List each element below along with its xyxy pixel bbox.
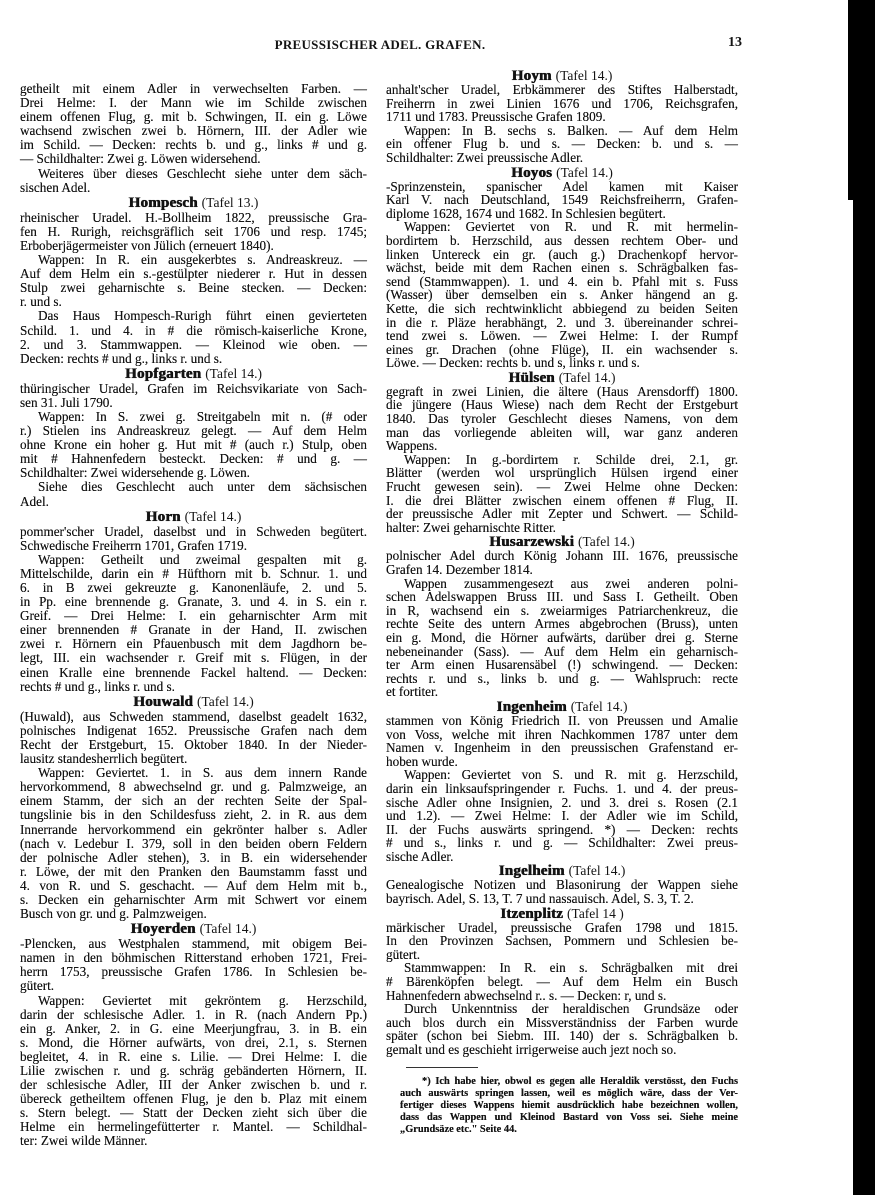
text-line: pommer'scher Uradel, daselbst und in Schweden begütert. (20, 523, 367, 539)
entry-heading (386, 906, 738, 921)
text-line: tungslinie bis in den Schildesfuss zieht, 2. in R. aus dem (20, 807, 367, 823)
paragraph (20, 480, 367, 508)
left-column (20, 82, 367, 1149)
text-line: # Bärenköpfen belegt. — Auf dem Helm ein Busch (386, 974, 738, 990)
text-line: in die r. Pläze herabhängt, 2. und 3. übereinander schrei- (386, 314, 738, 330)
family-name: Hoyerden (130, 921, 196, 938)
text-line: Innerrande hervorkommend ein gekrönter halber s. Adler (20, 821, 367, 837)
scan-border (853, 198, 875, 1195)
family-name: Hopfgarten (125, 365, 202, 382)
right-column (386, 68, 738, 1057)
text-line: Auf dem Helm ein s.-gestülpter niederer r. Hut in dessen (20, 266, 367, 282)
text-line: ein g. Mond, die Hörner aufwärts, darüber drei g. Sterne (386, 629, 738, 645)
text-line: nebeneinander (Sass). — Auf dem Helm ein geharnisch- (386, 643, 738, 659)
text-line: und 1.2). — Zwei Helme: I. der Adler wie im Schild, (386, 808, 738, 824)
text-line: später (schon bei Siebm. III. 140) der s. Schrägbalken b. (386, 1028, 738, 1044)
text-line: s. Mond, die Hörner aufwärts, von drei, 2.1, s. Sternen (20, 1034, 367, 1050)
text-line: Kette, die sich rechtwinklicht abbiegend zu beiden Seiten (386, 300, 738, 316)
text-line: (Wasser) über demselben ein s. Anker hängend an g. (386, 287, 738, 303)
text-line: Wappen: Geviertet. 1. in S. aus dem innern Rande (38, 765, 367, 781)
text-line: in Pp. eine brennende g. Granate, 3. und 4. in S. ein r. (20, 594, 367, 610)
text-line: (nach v. Ledebur I. 379, soll in den beiden obern Feldern (20, 835, 367, 851)
text-line: Wappen: Getheilt und zweimal gespalten mit g. (38, 551, 367, 567)
entry (386, 863, 738, 905)
plate-reference: (Tafel 14.) (196, 693, 254, 709)
text-line: Wappen: Geviertet von S. und R. mit g. Herzschild, (404, 767, 738, 783)
plate-reference: (Tafel 14.) (555, 68, 613, 83)
text-line: Stulp zwei geharnischte s. Beine stecken. — Decken: (20, 280, 367, 296)
text-line: send (Stammwappen). 1. und 4. ein b. Pfahl mit s. Fuss (386, 273, 738, 289)
text-line: r. Löwe, der mit den Pranken den Baumstamm fasst und (20, 863, 367, 879)
text-line: Greif. — Drei Helme: I. ein geharnischter Arm mit (20, 608, 367, 624)
paragraph (386, 83, 738, 124)
family-name: Husarzewski (489, 534, 574, 551)
text-line: Frucht gewesen sein). — Zwei Helme ohne Decken: (386, 479, 738, 495)
paragraph (20, 994, 367, 1149)
entry (386, 699, 738, 864)
page-number: 13 (728, 35, 742, 50)
paragraph (386, 921, 738, 962)
text-line: einen Kralle eine brennende Fackel haltend. — Decken: (20, 664, 367, 680)
paragraph (20, 82, 367, 167)
paragraph (386, 714, 738, 768)
text-line: Wappen: In R. ein ausgekerbtes s. Andreaskreuz. — (38, 252, 367, 268)
text-line: Wappen: In S. zwei g. Streitgabeln mit n. (# oder (38, 408, 367, 424)
entry (20, 195, 367, 366)
text-line: -Plencken, aus Westphalen stammend, mit obigem Bei- (20, 936, 367, 952)
text-line: thüringischer Uradel, Grafen im Reichsvikariate von Sach- (20, 380, 367, 396)
plate-reference: (Tafel 14.) (577, 534, 635, 550)
paragraph (386, 180, 738, 221)
text-line: In den Provinzen Sachsen, Pommern und Schlesien be- (386, 933, 738, 949)
entry-heading (20, 366, 367, 382)
paragraph (386, 549, 738, 576)
paragraph (20, 553, 367, 694)
text-line: 1840. Das tyroler Geschlecht dieses Namens, von dem (386, 411, 738, 427)
text-line: Hahnenfedern abwechselnd r.. s. — Decken: r, und s. (386, 987, 667, 1003)
plate-reference: (Tafel 14.) (184, 508, 242, 524)
text-line: Löwe. — Decken: rechts b. und s, links r. und s. (386, 355, 640, 371)
footnote (400, 1076, 738, 1136)
text-line: rechte Seite des untern Armes abgebrochen (Bruss), unten (386, 616, 738, 632)
text-line: Stammwappen: In R. ein s. Schrägbalken mit drei (404, 960, 738, 976)
text-line: gegraft in zwei Linien, die ältere (Haus Arensdorff) 1800. (386, 383, 738, 399)
family-name: Ingenheim (496, 698, 567, 715)
plate-reference: (Tafel 14.) (570, 698, 628, 714)
text-line: Wappen: In g.-bordirtem r. Schilde drei, 2.1, gr. (404, 451, 738, 467)
entry-heading (386, 370, 738, 385)
entry (20, 366, 367, 509)
text-line: der schlesische Adler, III der Anker zwischen b. und r. (20, 1077, 367, 1093)
text-line: einer brennenden # Granate in der Hand, II. zwischen (20, 622, 367, 638)
text-line: rheinischer Uradel. H.-Bollheim 1822, preussische Gra- (20, 209, 367, 225)
text-line: Genealogische Notizen und Blasonirung der Wappen siehe (386, 877, 738, 893)
text-line: ter: Zwei wilde Männer. (20, 1133, 148, 1149)
text-line: lausitz standesherrlich begütert. (20, 751, 188, 767)
paragraph (20, 309, 367, 365)
text-line: tend zwei s. Löwen. — Zwei Helme: I. der Rumpf (386, 328, 738, 344)
text-line: Das Haus Hompesch-Rurigh führt einen gevierteten (38, 308, 367, 324)
text-line: Schildhalter: Zwei widersehende g. Löwen. (20, 465, 250, 481)
text-line: herrn 1753, preussische Grafen 1786. In Schlesien be- (20, 964, 367, 980)
plate-reference: (Tafel 13.) (201, 194, 259, 210)
family-name: Hoym (511, 68, 552, 84)
paragraph (386, 220, 738, 370)
text-line: Weiteres über dieses Geschlecht siehe unter dem säch- (38, 165, 367, 181)
text-line: Wappen zusammengesezt aus zwei anderen polni- (404, 575, 738, 591)
text-line: Durch Unkenntniss der heraldischen Grundsäze oder (404, 1001, 738, 1017)
text-line: et fortiter. (386, 684, 438, 700)
text-line: Recht der Erstgeburt, 15. Oktober 1840. In der Nieder- (20, 736, 367, 752)
plate-reference: (Tafel 14.) (556, 164, 613, 180)
text-line: darin der schlesische Adler. 1. in R. (nach Andern Pp.) (20, 1006, 367, 1022)
paragraph (20, 937, 367, 993)
text-line: anhalt'scher Uradel, Erbkämmerer des Stiftes Halberstadt, (386, 82, 738, 97)
text-line: sische Adler. (386, 848, 454, 864)
entry (20, 694, 367, 921)
text-line: — Schildhalter: Zwei g. Löwen widersehend. (20, 151, 261, 167)
paragraph (386, 961, 738, 1002)
running-title: PREUSSISCHER ADEL. GRAFEN. (274, 37, 486, 52)
plate-reference: (Tafel 14.) (558, 369, 616, 385)
family-name: Hompesch (128, 194, 198, 211)
text-line: fen H. Rurigh, reichsgräflich seit 1706 und resp. 1745; (20, 223, 367, 239)
footnote-divider (406, 1067, 478, 1068)
entry (20, 509, 367, 694)
entry (20, 82, 367, 195)
text-line: gemalt und es geschieht irrigerweise auch jezt noch so. (386, 1042, 677, 1057)
text-line: stammen von König Friedrich II. von Preussen und Amalie (386, 712, 738, 728)
text-line: sen 31. Juli 1790. (20, 394, 113, 410)
paragraph (20, 211, 367, 253)
paragraph (386, 385, 738, 453)
plate-reference: (Tafel 14.) (205, 365, 262, 381)
text-line: 6. in B zwei gekreuzte g. Kanonenläufe, 2. und 5. (20, 580, 367, 595)
text-line: s. Decken ein geharnischter Arm mit Schwert vor einem (20, 891, 367, 907)
text-line: Adel. (20, 493, 49, 509)
footnote-line: dass das Wappen und Kleinod Bastard von Voss sei. Siehe meine (400, 1112, 738, 1123)
text-line: Erboberjägermeister von Jülich (erneuert 1840). (20, 237, 274, 253)
paragraph (386, 1002, 738, 1056)
paragraph (20, 410, 367, 480)
text-line: Wappens. (386, 438, 438, 454)
entry-heading (386, 68, 738, 83)
text-line: # und s., links r. und g. — Schildhalter: Zwei preus- (386, 835, 738, 851)
entry (386, 165, 738, 370)
scan-border (848, 0, 875, 200)
text-line: I. die drei Blätter zwischen einem offenen # Flug, II. (386, 492, 738, 508)
text-line: II. der Fuchs auswärts springend. *) — Decken: rechts (386, 821, 738, 837)
text-line: hoben wurde. (386, 753, 458, 769)
entry-heading (20, 921, 367, 937)
text-line: einem Stamm, der sich an der rechten Seite der Spal- (20, 793, 367, 809)
entry-heading (386, 699, 738, 714)
text-line: von Voss, welche mit ihren Nachkommen 1787 unter dem (386, 726, 738, 742)
paragraph (386, 768, 738, 863)
text-line: Helme ein hermelingefütterter r. Mantel. — Schildhal- (20, 1119, 367, 1135)
text-line: gütert. (386, 946, 421, 962)
text-line: wachsend zwischen zwei b. Hörnern, III. der Adler wie (20, 123, 367, 139)
text-line: legt, III. ein wachsender r. Greif mit s. Flügen, in der (20, 650, 367, 666)
text-line: s. Stern belegt. — Statt der Decken zieht sich über die (20, 1105, 367, 1121)
text-line: polnisches Indigenat 1652. Preussische Grafen nach dem (20, 722, 367, 738)
plate-reference: (Tafel 14.) (568, 863, 626, 879)
paragraph (20, 710, 367, 766)
family-name: Itzenplitz (500, 905, 564, 922)
text-line: wächst, beide mit dem Rachen einen s. Schrägbalken fas- (386, 260, 738, 276)
text-line: im Schild. — Decken: rechts b. und g., links # und g. (20, 137, 367, 153)
text-line: hervorkommend, 8 abwechselnd gr. und g. Palmzweige, an (20, 779, 367, 795)
text-line: eines gr. Drachen (ohne Flüge), II. ein wachsender s. (386, 341, 738, 357)
footnote-line: „Grundsäze etc." Seite 44. (400, 1124, 517, 1135)
text-line: halter: Zwei geharnischte Ritter. (386, 519, 556, 535)
entry-heading (20, 694, 367, 710)
text-line: rechts # und g., links r. und s. (20, 678, 175, 694)
paragraph (20, 167, 367, 195)
text-line: ein g. Anker, 2. in G. eine Meerjungfrau, 3. in B. ein (20, 1020, 367, 1036)
text-line: übereck getheiltem offenen Flug, je den b. Plaz mit einem (20, 1091, 367, 1107)
text-line: märkischer Uradel, preussische Grafen 1798 und 1815. (386, 919, 738, 935)
plate-reference: (Tafel 14 ) (567, 905, 624, 921)
text-line: bordirtem b. Herzschild, aus dessen rechtem Ober- und (386, 232, 738, 248)
text-line: Grafen 14. Dezember 1814. (386, 562, 533, 577)
text-line: polnischer Adel durch König Johann III. 1676, preussische (386, 548, 738, 564)
paragraph (386, 577, 738, 699)
text-line: Mittelschilde, darin ein # Hüfthorn mit b. Schnur. 1. und (20, 565, 367, 581)
text-line: gütert. (20, 978, 55, 994)
family-name: Ingelheim (498, 863, 565, 880)
paragraph (20, 525, 367, 553)
text-line: mit # Hahnenfedern besteckt. Decken: # und g. — (20, 451, 367, 467)
text-line: 2. und 3. Stammwappen. — Kleinod wie oben. — (20, 336, 367, 352)
text-line: Drei Helme: I. der Mann wie im Schilde zwischen (20, 95, 367, 111)
text-line: Namen v. Ingenheim in den preussischen Grafenstand er- (386, 740, 738, 756)
text-line: der preussische Adler mit Zepter und Schwert. — Schild- (386, 506, 738, 522)
family-name: Hoyos (511, 164, 553, 181)
entry (20, 921, 367, 1148)
paragraph (20, 766, 367, 921)
text-line: zwei r. Hörnern ein Pfauenbusch mit dem Jagdhorn be- (20, 636, 367, 652)
text-line: einem offenen Flug, g. mit b. Schwingen, II. ein g. Löwe (20, 109, 367, 125)
text-line: sischen Adel. (20, 179, 91, 195)
text-line: diplome 1628, 1674 und 1682. In Schlesien begütert. (386, 205, 666, 221)
text-line: Karl V. nach Deutschland, 1549 Reichsfreiherrn, Grafen- (386, 192, 738, 208)
text-line: linken Untereck ein gr. (auch g.) Drachenkopf hervor- (386, 246, 738, 262)
text-line: ein offener Flug b. und s. — Decken: b. und s. — (386, 136, 738, 152)
text-line: Busch von gr. und g. Palmzweigen. (20, 906, 207, 922)
text-line: man das vorliegende ableiten will, war ganz anderen (386, 424, 738, 440)
text-line: Schwedische Freiherrn 1701, Grafen 1719. (20, 537, 248, 553)
text-line: Blätter (werden wol ursprünglich Hülsen irgend einer (386, 465, 738, 481)
text-line: getheilt mit einem Adler in verwechselten Farben. — (20, 81, 367, 96)
text-line: Schildhalter: Zwei preussische Adler. (386, 149, 584, 165)
entry-heading (386, 534, 738, 549)
text-line: Wappen: Geviertet mit gekröntem g. Herzschild, (38, 992, 367, 1008)
entry-heading (386, 165, 738, 180)
text-line: darin ein linksaufspringender r. Fuchs. 1. und 4. der preus- (386, 780, 738, 796)
paragraph (386, 878, 738, 905)
text-line: in R, wachsend ein s. zweiarmiges Patriarchenkreuz, die (386, 602, 738, 618)
text-line: Wappen: Geviertet von R. und R. mit hermelin- (404, 219, 738, 235)
entry (386, 534, 738, 699)
text-line: Freiherrn in zwei Linien 1676 und 1706, Reichsgrafen, (386, 95, 738, 111)
entry-heading (386, 863, 738, 878)
text-line: ter Arm einen Husarensäbel (!) schwingend. — Decken: (386, 657, 738, 673)
family-name: Hülsen (508, 369, 555, 386)
text-line: -Sprinzenstein, spanischer Adel kamen mit Kaiser (386, 178, 738, 194)
text-line: r.) Stielen ins Andreaskreuz gelegt. — Auf dem Helm (20, 423, 367, 439)
footnote-line: *) Ich habe hier, obwol es gegen alle Heraldik verstösst, den Fuchs (422, 1076, 738, 1087)
text-line: Wappen: In B. sechs s. Balken. — Auf dem Helm (404, 122, 738, 138)
text-line: namen in den böhmischen Ritterstand erhoben 1721, Frei- (20, 950, 367, 966)
entry (386, 906, 738, 1057)
text-line: die jüngere (Haus Wiese) nach dem Recht der Erstgeburt (386, 397, 738, 413)
text-line: bayrisch. Adel, S. 13, T. 7 und nassauisch. Adel, S. 3, T. 2. (386, 891, 694, 907)
text-line: ohne Krone ein hoher g. Hut mit # (auch r.) Stulp, oben (20, 437, 367, 453)
paragraph (20, 253, 367, 309)
text-line: der polnische Adler stehen), 3. in B. ein widersehender (20, 849, 367, 865)
text-line: Schild. 1. und 4. in # die römisch-kaiserliche Krone, (20, 322, 367, 338)
text-line: schen Adelswappen Bruss III. und Sass I. Getheilt. Oben (386, 589, 738, 605)
paragraph (20, 382, 367, 410)
plate-reference: (Tafel 14.) (199, 921, 257, 937)
family-name: Houwald (133, 693, 193, 710)
paragraph (386, 453, 738, 535)
text-line: sische Adler ohne Insignien, 2. und 3. drei s. Rosen (2.1 (386, 794, 738, 810)
text-line: rechts r. und s., links b. und g. — Wahlspruch: recte (386, 670, 738, 686)
footnote-line: auch auswärts springen lassen, weil es möglich wäre, dass der Ver- (400, 1088, 738, 1099)
text-line: Lilie zwischen r. und g. schräg gebänderten Hörnern, II. (20, 1063, 367, 1078)
text-line: r. und s. (20, 294, 62, 310)
text-line: 1711 und 1783. Preussische Grafen 1809. (386, 109, 606, 125)
entry-heading (20, 195, 367, 211)
entry (386, 370, 738, 535)
family-name: Horn (145, 508, 181, 525)
footnote-line: fertiger dieses Wappens hiemit ausdrücklich habe bezeichnen wollen, (400, 1100, 738, 1111)
text-line: begleitet, 4. in R. eine s. Lilie. — Drei Helme: I. die (20, 1048, 367, 1064)
entry-heading (20, 509, 367, 525)
text-line: (Huwald), aus Schweden stammend, daselbst geadelt 1632, (20, 708, 367, 724)
text-line: Siehe dies Geschlecht auch unter dem sächsischen (38, 479, 367, 495)
entry (386, 68, 738, 165)
text-line: auch blos durch ein Missverständniss der Farben wurde (386, 1014, 738, 1030)
paragraph (386, 124, 738, 165)
text-line: Decken: rechts # und g., links r. und s. (20, 350, 223, 366)
text-line: 4. von R. und S. geschacht. — Auf dem Helm mit b., (20, 877, 367, 893)
